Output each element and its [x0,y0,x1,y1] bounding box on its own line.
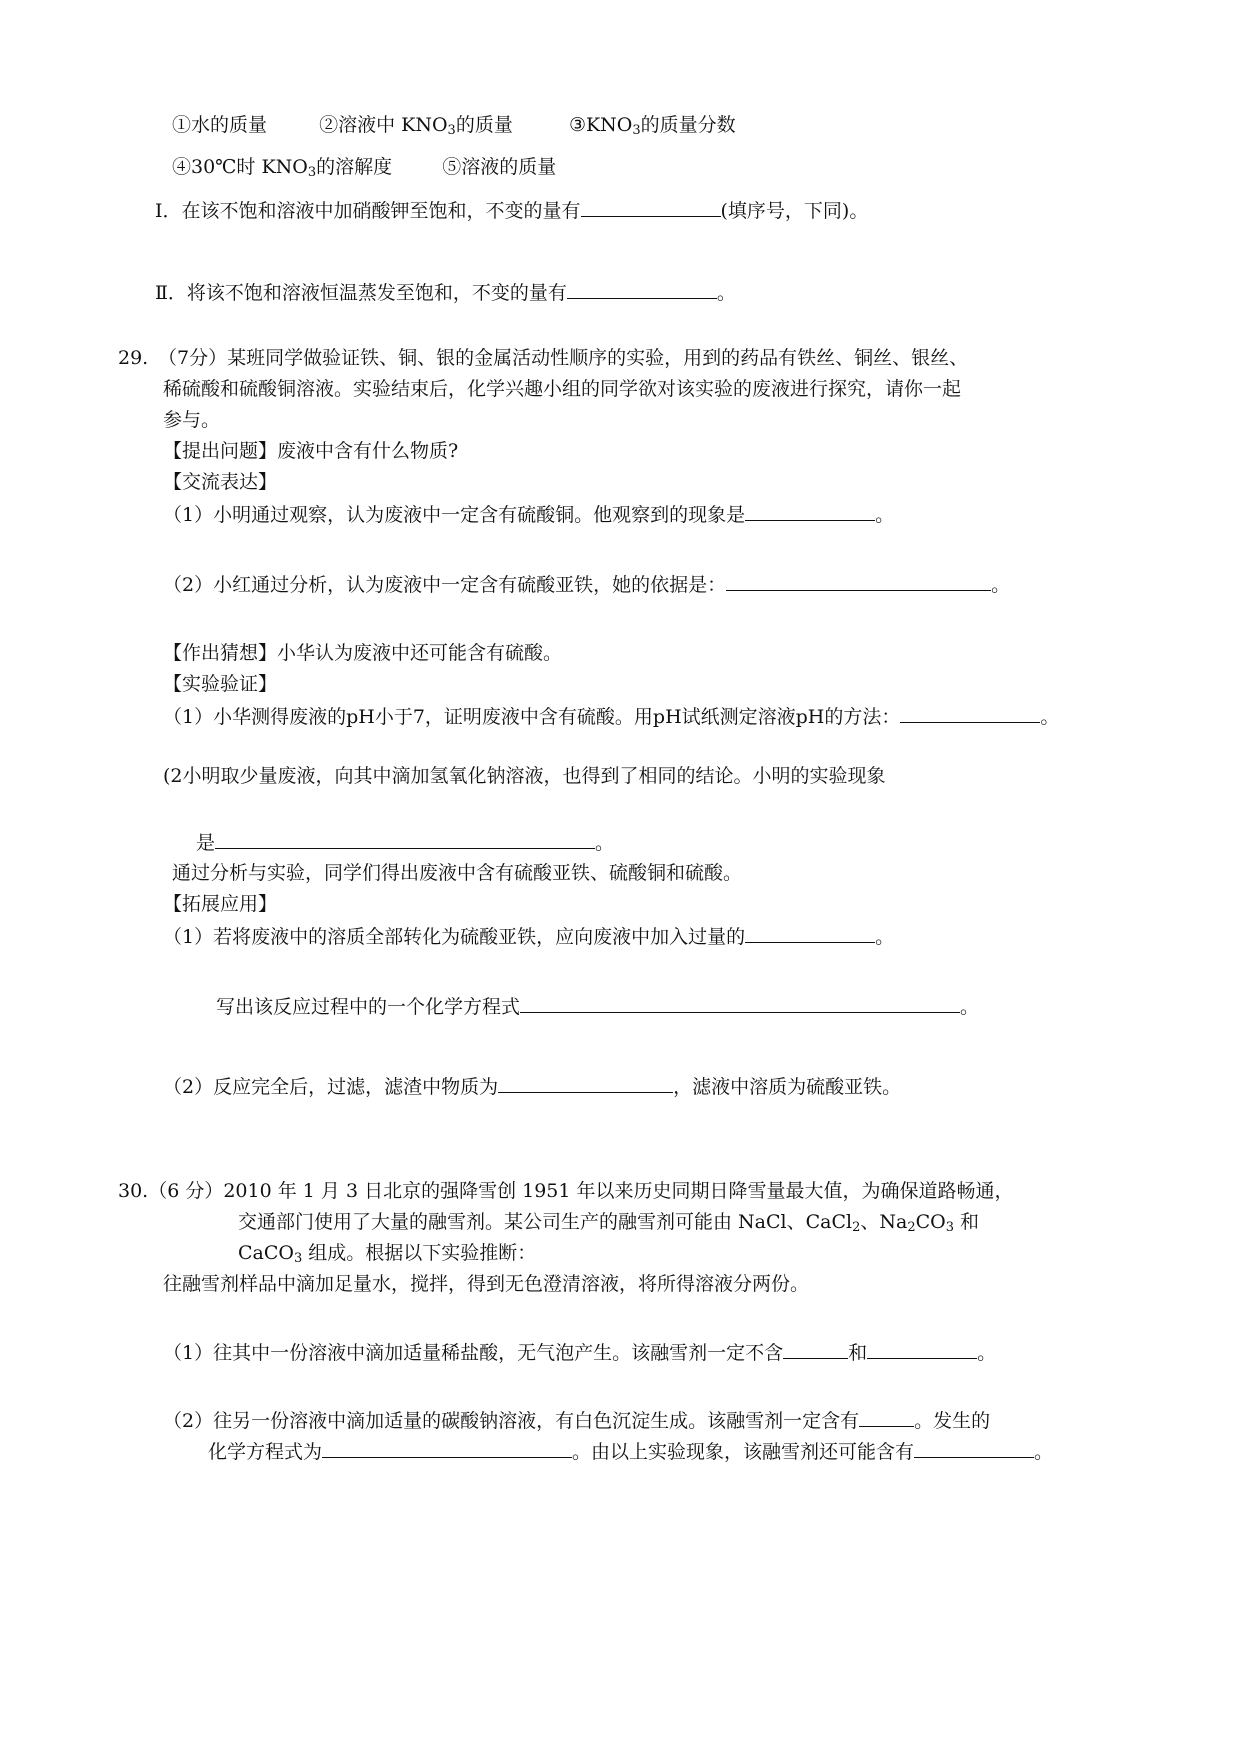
q29-intro-line-1: （7分）某班同学做验证铁、铜、银的金属活动性顺序的实验，用到的药品有铁丝、铜丝、银丝、 [158,347,969,369]
q30-line-1: 30.（6 分）2010 年 1 月 3 日北京的强降雪创 1951 年以来历史同期日降雪量最大值，为确保道路畅通， [118,1180,1014,1202]
q29-extend-2-text: （2）反应完全后，过滤，滤渣中物质为 [163,1076,499,1098]
q29-verify-heading: 【实验验证】 [163,673,278,695]
answer-blank[interactable] [914,1437,1034,1458]
q29-exchange-1 [163,500,894,528]
q29-exchange-1-text: （1）小明通过观察，认为废液中一定含有硫酸铜。他观察到的现象是 [163,504,746,526]
q28-part-1 [155,196,868,224]
q29-extend-heading: 【拓展应用】 [163,893,278,915]
answer-blank[interactable] [867,1338,977,1359]
q29-intro-line-2: 稀硫酸和硫酸铜溶液。实验结束后，化学兴趣小组的同学欲对该实验的废液进行探究，请你一起 [163,378,962,400]
q30-part-2-equation [208,1437,1053,1465]
q29-verify-2: (2小明取少量废液，向其中滴加氢氧化钠溶液，也得到了相同的结论。小明的实验现象 [163,765,886,787]
q30-line-4: 往融雪剂样品中滴加足量水，搅拌，得到无色澄清溶液，将所得溶液分两份。 [163,1273,810,1295]
q29-conclusion: 通过分析与实验，同学们得出废液中含有硫酸亚铁、硫酸铜和硫酸。 [172,862,743,884]
answer-blank[interactable] [745,500,875,521]
q29-extend-2 [163,1072,901,1100]
q29-verify-2-suffix: 。 [595,832,615,854]
q28-option-5: ⑤溶液的质量 [442,156,557,178]
q29-exchange-2-suffix: 。 [991,574,1011,596]
q29-extend-2-suffix: ，滤液中溶质为硫酸亚铁。 [673,1076,902,1098]
q30-part-2 [163,1406,990,1434]
answer-blank[interactable] [726,570,991,591]
q30-part-2-equation-suffix: 。 [1034,1441,1054,1463]
q30-part-2-suffix: 。发生的 [914,1410,991,1432]
answer-blank[interactable] [581,196,721,217]
answer-blank[interactable] [783,1338,848,1359]
q29-exchange-2 [163,570,1010,598]
q28-part-1-suffix: (填序号，下同)。 [720,200,869,222]
q28-option-1: ①水的质量 [172,114,268,136]
q28-part-2 [155,278,736,306]
answer-blank[interactable] [498,1072,673,1093]
q28-options-row-1 [172,112,736,138]
q29-extend-1-equation [216,992,979,1020]
q29-exchange-1-suffix: 。 [875,504,895,526]
q29-verify-1 [163,702,1059,730]
answer-blank[interactable] [322,1437,572,1458]
answer-blank[interactable] [859,1406,914,1427]
q29-extend-1-text: （1）若将废液中的溶质全部转化为硫酸亚铁，应向废液中加入过量的 [163,926,746,948]
q28-option-4: ④30℃时 $KNO_3$的溶解度 [172,156,393,180]
q28-option-2: ②溶液中 $KNO_3$的质量 [319,114,513,138]
q29-verify-2-prefix: 是 [196,832,216,854]
answer-blank[interactable] [215,828,595,849]
answer-blank[interactable] [567,278,717,299]
q30-line-2: 交通部门使用了大量的融雪剂。某公司生产的融雪剂可能由 NaCl、CaCl$_2$、$Na_2CO_3$ 和 [238,1211,980,1235]
q29-extend-1-equation-suffix: 。 [960,996,980,1018]
q29-guess: 【作出猜想】小华认为废液中还可能含有硫酸。 [163,642,563,664]
q28-options-row-2 [172,154,556,180]
answer-blank[interactable] [745,922,875,943]
q30-part-1-suffix: 。 [977,1342,997,1364]
q29-exchange-2-text: （2）小红通过分析，认为废液中一定含有硫酸亚铁，她的依据是： [163,574,727,596]
q30-part-2-equation-text: 化学方程式为 [208,1441,323,1463]
answer-blank[interactable] [900,702,1040,723]
q29-extend-1-equation-text: 写出该反应过程中的一个化学方程式 [216,996,521,1018]
q30-part-1-text: （1）往其中一份溶液中滴加适量稀盐酸，无气泡产生。该融雪剂一定不含 [163,1342,784,1364]
q29-exchange-heading: 【交流表达】 [163,471,278,493]
q29-extend-1-suffix: 。 [875,926,895,948]
q28-part-2-text: Ⅱ．将该不饱和溶液恒温蒸发至饱和，不变的量有 [155,282,567,304]
q29-verify-1-text: （1）小华测得废液的pH小于7，证明废液中含有硫酸。用pH试纸测定溶液pH的方法： [163,706,901,728]
q30-part-1-and: 和 [848,1342,868,1364]
q29-verify-1-suffix: 。 [1040,706,1060,728]
q30-part-2-possible-text: 。由以上实验现象，该融雪剂还可能含有 [572,1441,915,1463]
q28-part-2-suffix: 。 [716,282,736,304]
q29-extend-1 [163,922,894,950]
q29-intro-line-3: 参与。 [163,409,221,431]
q29-number: 29. [118,347,149,369]
q28-option-3: $③KNO_3$的质量分数 [568,114,736,138]
q29-problem: 【提出问题】废液中含有什么物质? [163,440,459,462]
q30-line-3: CaCO$_3$ 组成。根据以下实验推断： [238,1242,537,1266]
q29-verify-2-answer [196,828,614,856]
q28-part-1-text: Ⅰ．在该不饱和溶液中加硝酸钾至饱和，不变的量有 [155,200,581,222]
answer-blank[interactable] [520,992,960,1013]
q30-part-1 [163,1338,996,1366]
q30-part-2-text: （2）往另一份溶液中滴加适量的碳酸钠溶液，有白色沉淀生成。该融雪剂一定含有 [163,1410,860,1432]
